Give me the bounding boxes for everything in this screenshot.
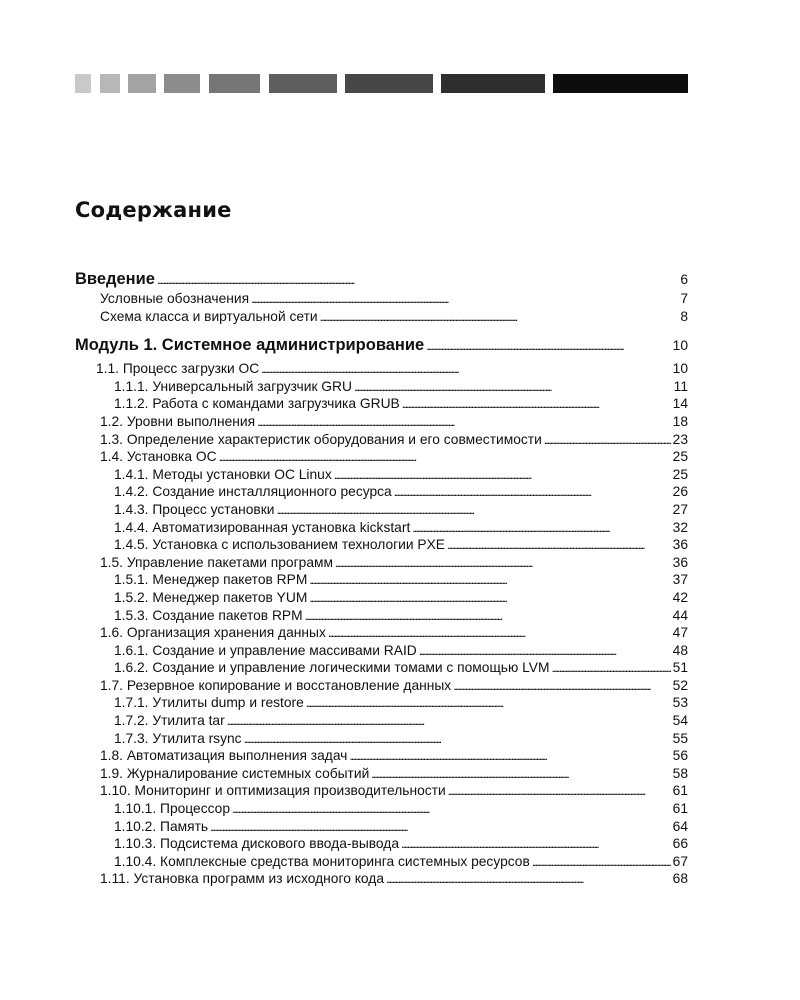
toc-entry-title: 1.11. Установка программ из исходного кода	[100, 871, 384, 887]
toc-entry[interactable]	[75, 730, 688, 748]
toc-entry[interactable]	[75, 853, 688, 871]
toc-entry[interactable]	[75, 448, 688, 466]
toc-page-number: 44	[672, 607, 688, 623]
header-bar	[209, 74, 260, 93]
toc-entry-title: 1.5.2. Менеджер пакетов YUM	[114, 589, 308, 605]
toc-leader	[335, 554, 671, 573]
toc-entry-title: 1.4.4. Автоматизированная установка kickstart	[114, 519, 411, 535]
toc-page-number: 53	[672, 695, 688, 711]
toc-entry[interactable]	[75, 501, 688, 519]
toc-page-number: 23	[672, 431, 688, 447]
toc-page-number: 14	[672, 396, 688, 412]
toc-page-number: 32	[672, 519, 688, 535]
toc-leader	[401, 835, 671, 854]
toc-entry[interactable]	[75, 835, 688, 853]
toc-leader	[386, 870, 671, 889]
toc-entry-title: Условные обозначения	[100, 291, 250, 306]
toc-entry-title: Введение	[75, 270, 155, 288]
toc-entry[interactable]	[75, 765, 688, 783]
toc-entry[interactable]	[75, 395, 688, 413]
toc-entry[interactable]	[75, 818, 688, 836]
toc-entry-title: Модуль 1. Системное администрирование	[75, 336, 425, 355]
toc-leader	[426, 335, 670, 357]
toc-entry-title: 1.9. Журналирование системных событий	[100, 765, 370, 781]
toc-page-number: 58	[672, 765, 688, 781]
toc-entry-title: Схема класса и виртуальной сети	[100, 308, 318, 324]
toc-leader	[532, 853, 671, 872]
toc-entry-title: 1.3. Определение характеристик оборудования и его совместимости	[100, 431, 542, 447]
toc-entry-title: 1.10.4. Комплексные средства мониторинга системных ресурсов	[114, 853, 530, 869]
toc-leader	[244, 730, 671, 749]
toc-entry[interactable]	[75, 290, 688, 308]
toc-entry[interactable]	[75, 747, 688, 765]
header-bar	[441, 74, 545, 93]
header-bar	[128, 74, 156, 93]
toc-page-number: 56	[672, 748, 688, 764]
toc-entry-title: 1.8. Автоматизация выполнения задач	[100, 748, 348, 764]
toc-leader	[309, 571, 670, 590]
toc-entry-title: 1.5. Управление пакетами программ	[100, 554, 333, 570]
toc-leader	[305, 607, 671, 626]
toc-entry[interactable]	[75, 782, 688, 800]
toc-entry[interactable]	[75, 554, 688, 572]
toc-entry[interactable]	[75, 519, 688, 537]
toc-entry[interactable]	[75, 800, 688, 818]
toc-entry-title: 1.6.2. Создание и управление логическими томами с помощью LVM	[114, 660, 550, 676]
toc-entry-title: 1.4.5. Установка с использованием технологии PXE	[114, 537, 446, 553]
toc-entry[interactable]	[75, 466, 688, 484]
toc-leader	[371, 765, 670, 784]
toc-leader	[320, 308, 672, 327]
toc-entry[interactable]	[75, 677, 688, 695]
toc-page-number: 25	[672, 466, 688, 482]
toc-page-number: 47	[672, 625, 688, 641]
toc-page-number: 37	[672, 572, 688, 588]
toc-entry[interactable]	[75, 607, 688, 625]
toc-leader	[227, 712, 671, 731]
toc-page-number: 7	[680, 291, 688, 306]
table-of-contents	[75, 268, 688, 888]
toc-page-number: 68	[672, 871, 688, 887]
toc-page-number: 6	[680, 272, 688, 287]
toc-leader	[453, 677, 670, 696]
toc-page-number: 42	[672, 589, 688, 605]
toc-leader	[448, 782, 671, 801]
toc-page-number: 61	[672, 783, 688, 799]
toc-entry[interactable]	[75, 694, 688, 712]
toc-entry-title: 1.2. Уровни выполнения	[100, 413, 256, 429]
header-bar	[553, 74, 688, 93]
header-bar	[269, 74, 337, 93]
toc-leader	[306, 694, 671, 713]
toc-leader	[219, 448, 671, 467]
toc-entry[interactable]	[75, 870, 688, 888]
toc-leader	[251, 290, 672, 309]
toc-entry-title: 1.4.1. Методы установки ОС Linux	[114, 466, 332, 482]
toc-entry-title: 1.7.1. Утилиты dump и restore	[114, 695, 304, 711]
toc-entry[interactable]	[75, 642, 688, 660]
toc-page-number: 52	[672, 677, 688, 693]
toc-entry-title: 1.10. Мониторинг и оптимизация производительности	[100, 783, 446, 799]
toc-page-number: 25	[672, 449, 688, 465]
toc-entry-title: 1.10.2. Память	[114, 818, 209, 834]
toc-leader	[447, 536, 671, 555]
toc-entry-title: 1.7. Резервное копирование и восстановление данных	[100, 677, 452, 693]
toc-page-number: 18	[672, 413, 688, 429]
toc-page-number: 26	[672, 484, 688, 500]
toc-leader	[354, 378, 672, 397]
toc-page-number: 51	[672, 660, 688, 676]
toc-page-number: 8	[680, 308, 688, 324]
toc-entry[interactable]	[75, 308, 688, 326]
toc-entry-title: 1.1. Процесс загрузки ОС	[96, 361, 260, 377]
toc-leader	[412, 519, 670, 538]
toc-entry-title: 1.6. Организация хранения данных	[100, 625, 326, 641]
toc-entry-title: 1.7.2. Утилита tar	[114, 713, 225, 729]
toc-entry-title: 1.5.1. Менеджер пакетов RPM	[114, 572, 308, 588]
toc-leader	[157, 269, 672, 291]
toc-entry-title: 1.4. Установка ОС	[100, 449, 217, 465]
toc-entry-title: 1.10.1. Процессор	[114, 801, 231, 817]
toc-entry-title: 1.4.3. Процесс установки	[114, 501, 275, 517]
page-title: Содержание	[75, 198, 232, 222]
toc-leader	[277, 501, 671, 520]
toc-entry-module-1[interactable]	[75, 334, 688, 356]
header-bar	[75, 74, 91, 93]
toc-entry[interactable]	[75, 712, 688, 730]
toc-entry-introduction[interactable]	[75, 268, 688, 290]
toc-leader	[261, 360, 670, 379]
toc-page-number: 36	[672, 554, 688, 570]
toc-page-number: 27	[672, 501, 688, 517]
toc-entry-title: 1.6.1. Создание и управление массивами RAID	[114, 642, 417, 658]
toc-entry[interactable]	[75, 360, 688, 378]
toc-page-number: 61	[672, 801, 688, 817]
toc-entry-title: 1.10.3. Подсистема дискового ввода-вывода	[114, 836, 400, 852]
toc-entry-title: 1.1.1. Универсальный загрузчик GRU	[114, 378, 352, 394]
toc-leader	[257, 413, 671, 432]
toc-page-number: 55	[672, 730, 688, 746]
toc-entry[interactable]	[75, 483, 688, 501]
header-bar	[164, 74, 200, 93]
header-bar	[345, 74, 433, 93]
toc-leader	[552, 659, 671, 678]
header-bar	[100, 74, 120, 93]
toc-page-number: 11	[673, 378, 688, 394]
toc-entry[interactable]	[75, 431, 688, 449]
toc-entry[interactable]	[75, 413, 688, 431]
toc-leader	[210, 818, 671, 837]
toc-entry-title: 1.7.3. Утилита rsync	[114, 730, 242, 746]
toc-page-number: 54	[672, 713, 688, 729]
toc-entry[interactable]	[75, 624, 688, 642]
toc-page-number: 48	[672, 642, 688, 658]
toc-leader	[349, 747, 670, 766]
toc-leader	[309, 589, 670, 608]
toc-leader	[232, 800, 671, 819]
toc-entry[interactable]	[75, 378, 688, 396]
toc-page-number: 10	[672, 361, 688, 377]
toc-leader	[402, 395, 671, 414]
toc-page-number: 10	[672, 338, 688, 354]
toc-leader	[394, 483, 671, 502]
toc-page-number: 66	[672, 836, 688, 852]
toc-entry-title: 1.5.3. Создание пакетов RPM	[114, 607, 303, 623]
toc-entry[interactable]	[75, 571, 688, 589]
toc-entry[interactable]	[75, 659, 688, 677]
toc-entry[interactable]	[75, 589, 688, 607]
toc-leader	[328, 624, 671, 643]
toc-entry[interactable]	[75, 536, 688, 554]
toc-page-number: 36	[672, 537, 688, 553]
toc-entry-title: 1.4.2. Создание инсталляционного ресурса	[114, 484, 392, 500]
toc-page-number: 64	[672, 818, 688, 834]
toc-page-number: 67	[672, 853, 688, 869]
toc-leader	[544, 431, 671, 450]
toc-entry-title: 1.1.2. Работа с командами загрузчика GRUB	[114, 396, 400, 412]
toc-leader	[334, 466, 671, 485]
toc-leader	[419, 642, 671, 661]
